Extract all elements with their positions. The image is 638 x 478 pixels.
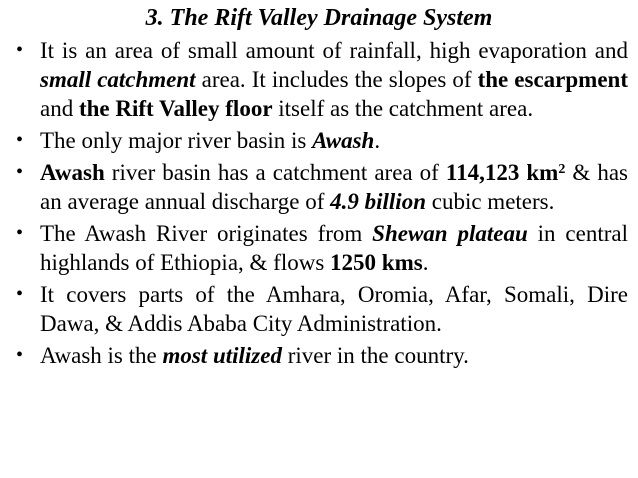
bullet-item [14, 219, 628, 277]
bullet-dot-icon: • [16, 39, 24, 61]
bullet-dot-icon: • [16, 344, 24, 366]
bullet-text: river basin has a catchment area of [104, 160, 446, 185]
bullet-text: It is an area of small amount of rainfall, high evaporation and [40, 38, 628, 63]
bullet-text: in central highlands of Ethiopia, & flows [40, 221, 628, 275]
bullet-list [14, 36, 628, 373]
bullet-text: The only major river basin is [40, 128, 313, 153]
emphasis-text: the Rift Valley floor [78, 96, 273, 121]
bullet-text: Awash is the [40, 343, 163, 368]
bullet-dot-icon: • [16, 222, 24, 244]
bullet-text: & has an average annual discharge of [40, 160, 628, 214]
bullet-text: river in the country. [281, 343, 469, 368]
bullet-text: cubic meters. [426, 189, 555, 214]
emphasis-text: 4.9 billion [330, 189, 426, 214]
bullet-text: . [422, 250, 429, 275]
emphasis-text: Awash [40, 160, 105, 185]
bullet-text: The Awash River originates from [40, 221, 373, 246]
emphasis-text: 114,123 km [445, 160, 559, 185]
bullet-dot-icon: • [16, 161, 24, 183]
bullet-item [14, 341, 628, 370]
bullet-dot-icon: • [16, 283, 24, 305]
emphasis-text: most utilized [162, 343, 282, 368]
bullet-item [14, 36, 628, 123]
superscript-text: 2 [558, 162, 566, 177]
bullet-item [14, 158, 628, 216]
emphasis-text: Awash [312, 128, 375, 153]
emphasis-text: the escarpment [477, 67, 628, 92]
emphasis-text: 1250 kms [330, 250, 423, 275]
emphasis-text: small catchment [40, 67, 196, 92]
bullet-text: . [374, 128, 381, 153]
bullet-text: area. It includes the slopes of [195, 67, 478, 92]
bullet-text: It covers parts of the Amhara, Oromia, Afar, Somali, Dire Dawa, & Addis Ababa City Administration. [40, 282, 628, 336]
bullet-item [14, 126, 628, 155]
bullet-item [14, 280, 628, 338]
bullet-dot-icon: • [16, 129, 24, 151]
emphasis-text: Shewan plateau [372, 221, 528, 246]
bullet-text: and [40, 96, 79, 121]
bullet-text: itself as the catchment area. [272, 96, 534, 121]
slide-title: 3. The Rift Valley Drainage System [145, 5, 493, 31]
